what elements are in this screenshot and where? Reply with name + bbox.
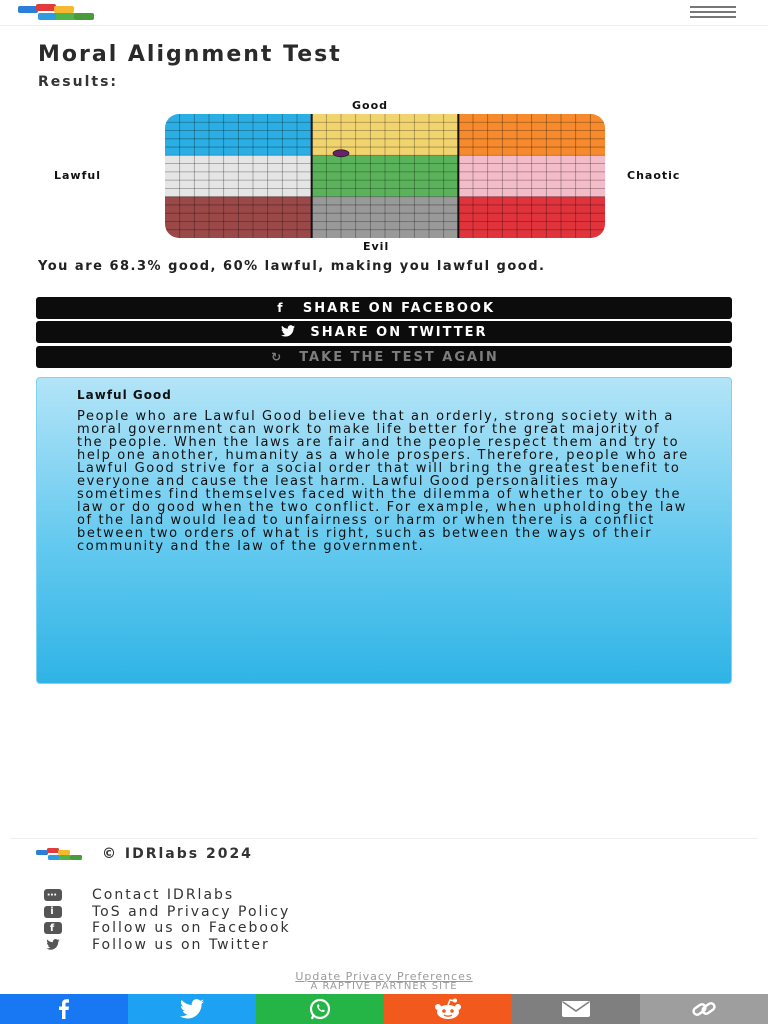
alignment-description-box [36,377,732,684]
facebook-icon [57,999,71,1019]
footer-link-label: Follow us on Facebook [92,920,291,937]
footer-link-label: ToS and Privacy Policy [92,903,291,920]
share-facebook-button[interactable] [36,297,732,319]
update-privacy-preferences-link[interactable]: Update Privacy Preferences [295,970,473,983]
footer-link-facebook[interactable] [44,920,291,937]
footer-link-contact[interactable] [44,887,291,904]
share-facebook-label: SHARE ON FACEBOOK [302,300,496,316]
retake-test-label: TAKE THE TEST AGAIN [299,349,499,365]
alignment-grid-svg [165,114,605,238]
share-bar-copy-link[interactable] [640,994,768,1024]
footer-links [44,887,291,953]
description-text: People who are Lawful Good believe that an orderly, strong society with a moral government can work to make life better for the great majority of the people. When the laws are fair and the people respect them and try to help one another, humanity as a whole prospers. Therefore, people who are Lawful Good strive for a social order that will bring the greatest benefit to everyone and cause the least harm. Lawful Good personalities may sometimes find themselves faced with the dilemma of whether to obey the law or do good when the two conflict. For example, when upholding the law of the land would lead to unfairness or harm or when there is a conflict between two orders of what is right, such as between the ways of their community and the law of the government. [77,409,689,554]
axis-label-evil: Evil [363,240,390,253]
reddit-icon [433,998,463,1020]
chat-icon: ⋯ [44,889,62,901]
partner-notice: A RAPTIVE PARTNER SITE [310,981,458,992]
twitter-icon [44,939,62,951]
idrlabs-footer-logo-icon [36,848,86,862]
share-bar-reddit[interactable] [384,994,512,1024]
copyright: © IDRlabs 2024 [102,846,253,862]
hamburger-menu-icon[interactable] [690,6,736,20]
share-twitter-button[interactable] [36,321,732,343]
retake-test-button[interactable] [36,346,732,368]
footer-divider [10,838,758,839]
bottom-share-bar [0,994,768,1024]
share-bar-facebook[interactable] [0,994,128,1024]
result-summary: You are 68.3% good, 60% lawful, making you lawful good. [38,259,546,274]
share-bar-twitter[interactable] [128,994,256,1024]
info-icon: i [44,906,62,918]
footer-link-label: Contact IDRlabs [92,887,235,904]
facebook-icon: f [277,301,285,315]
results-label: Results: [38,74,118,90]
email-icon [561,1000,591,1018]
twitter-icon [280,325,296,340]
top-bar [0,0,768,26]
axis-label-lawful: Lawful [54,169,101,182]
link-icon [691,998,717,1020]
footer-link-twitter[interactable] [44,937,291,954]
footer-link-label: Follow us on Twitter [92,936,270,953]
share-bar-whatsapp[interactable] [256,994,384,1024]
twitter-icon [179,999,205,1019]
alignment-grid [165,114,605,238]
axis-label-good: Good [352,99,389,112]
footer-link-tos[interactable] [44,904,291,921]
share-twitter-label: SHARE ON TWITTER [310,324,488,340]
page-title: Moral Alignment Test [38,42,342,67]
alignment-marker [333,150,349,157]
idrlabs-logo-icon[interactable] [18,4,102,22]
refresh-icon: ↻ [271,350,284,364]
facebook-icon: f [44,922,62,934]
share-bar-email[interactable] [512,994,640,1024]
whatsapp-icon [308,997,332,1021]
description-title: Lawful Good [77,388,172,402]
axis-label-chaotic: Chaotic [627,169,681,182]
